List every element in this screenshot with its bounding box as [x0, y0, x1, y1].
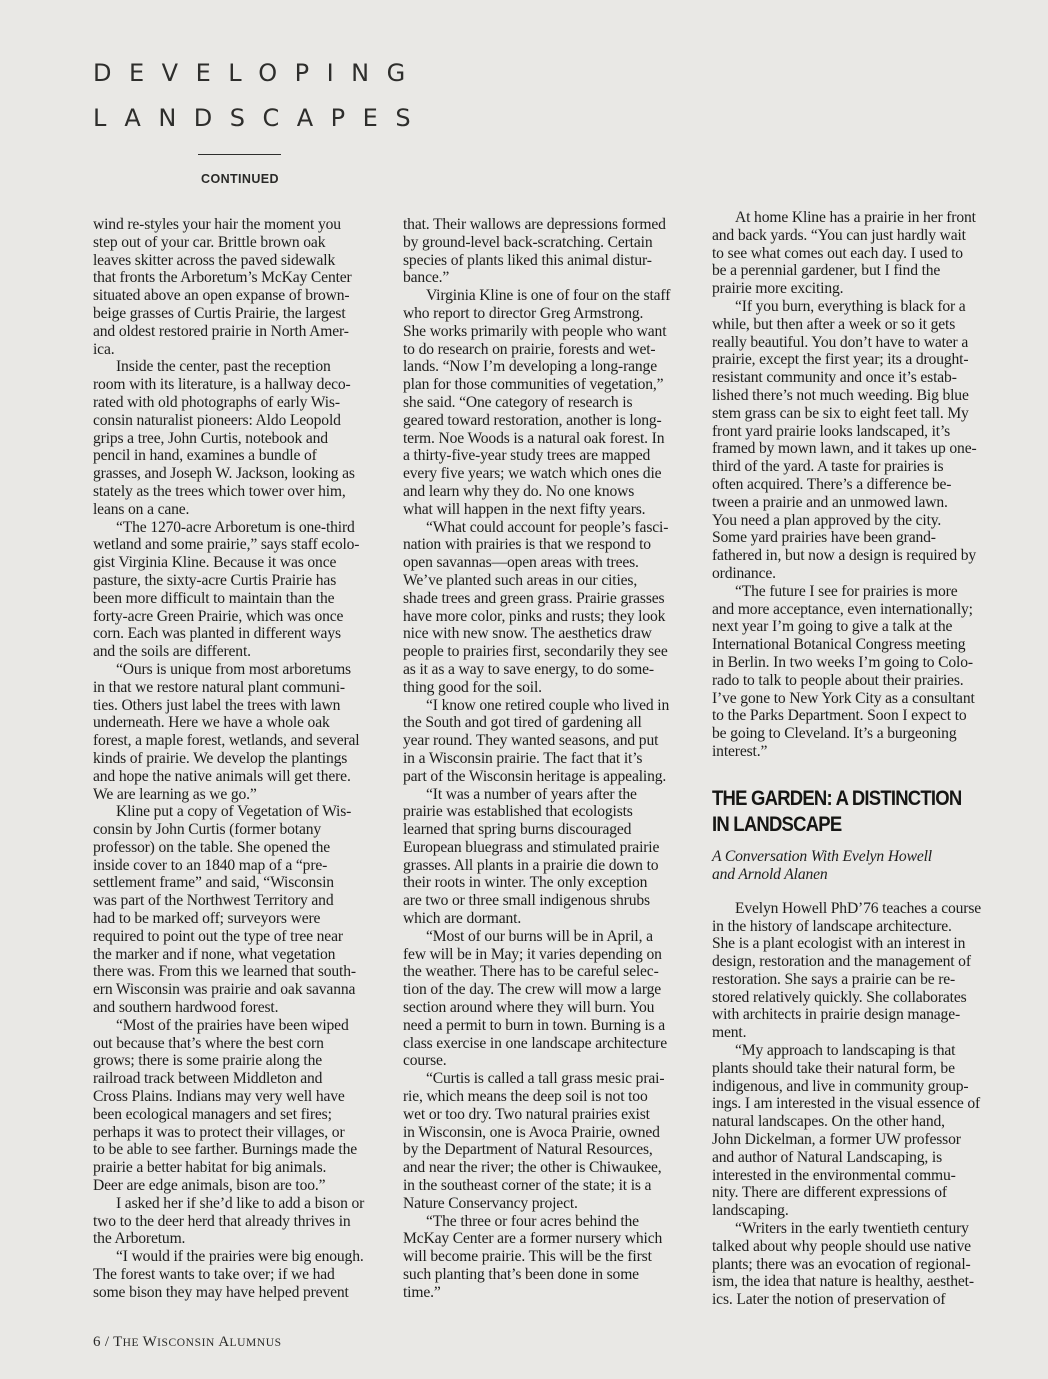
publication-letters: ISCONSIN — [157, 1337, 219, 1349]
article-column-3-top — [712, 209, 1008, 761]
text-line: European bluegrass and stimulated prairie — [403, 838, 660, 856]
text-line: stored relatively quickly. She collaborates — [712, 988, 967, 1006]
text-line: be a perennial gardener, but I find the — [712, 262, 941, 280]
paragraph — [403, 1070, 699, 1212]
text-line: prairie, except the first year; its a drought- — [712, 351, 969, 369]
text-line: stem grass can be six to eight feet tall. My — [712, 404, 969, 422]
text-line: next year I’m going to give a talk at the — [712, 618, 953, 636]
text-line: and the soils are different. — [93, 643, 251, 661]
text-line: been ecological managers and set fires; — [93, 1105, 332, 1123]
text-line: learned that spring burns discouraged — [403, 821, 632, 839]
text-line: restoration. She says a prairie can be re- — [712, 970, 956, 988]
text-line: plan for those communities of vegetation,” — [403, 376, 664, 394]
text-line: and oldest restored prairie in North Amer- — [93, 322, 349, 340]
publication-letter: T — [113, 1334, 123, 1350]
kicker-developing: DEVELOPING — [93, 59, 423, 87]
text-line: are two or three small indigenous shrubs — [403, 892, 650, 910]
text-line: I’ve gone to New York City as a consultant — [712, 689, 975, 707]
text-line: species of plants liked this animal distur- — [403, 251, 652, 269]
text-line: “It was a number of years after the — [426, 785, 637, 803]
text-line: step out of your car. Brittle brown oak — [93, 233, 326, 251]
article-column-3-bottom — [712, 900, 1008, 1309]
text-line: term. Noe Woods is a natural oak forest. In — [403, 429, 665, 447]
text-line: bance.” — [403, 269, 450, 287]
text-line: grows; there is some prairie along the — [93, 1052, 323, 1070]
page-number: 6 / — [93, 1334, 114, 1350]
text-line: The forest wants to take over; if we had — [93, 1266, 335, 1284]
text-line: indigenous, and live in community group- — [712, 1077, 969, 1095]
text-line: front yard prairie looks landscaped, it’s — [712, 422, 951, 440]
text-line: “Most of the prairies have been wiped — [116, 1016, 349, 1034]
paragraph — [712, 900, 1008, 1042]
text-line: You need a plan approved by the city. — [712, 511, 942, 529]
text-line: “The three or four acres behind the — [426, 1212, 639, 1230]
text-line: class exercise in one landscape architecture — [403, 1034, 667, 1052]
article-column-1 — [93, 216, 389, 1302]
text-line: pencil in hand, examines a bundle of — [93, 447, 317, 465]
text-line: consin naturalist pioneers: Aldo Leopold — [93, 411, 341, 429]
text-line: that fronts the Arboretum’s McKay Center — [93, 269, 352, 287]
text-line: have more color, pinks and rusts; they look — [403, 607, 666, 625]
text-line: room with its literature, is a hallway deco- — [93, 376, 351, 394]
text-line: to do research on prairie, forests and wet- — [403, 340, 656, 358]
text-line: and more acceptance, even internationally; — [712, 600, 973, 618]
text-line: their roots in winter. The only exception — [403, 874, 648, 892]
text-line: few will be in May; it varies depending on — [403, 945, 662, 963]
text-line: as it as a way to save energy, to do some- — [403, 660, 654, 678]
text-line: We’ve planted such areas in our cities, — [403, 571, 638, 589]
text-line: She works primarily with people who want — [403, 322, 667, 340]
text-line: underneath. Here we have a whole oak — [93, 714, 330, 732]
continued-label: CONTINUED — [201, 172, 279, 186]
text-line: Cross Plains. Indians may very well have — [93, 1088, 345, 1106]
text-line: the marker and if none, what vegetation — [93, 945, 336, 963]
text-line: grasses, and Joseph W. Jackson, looking as — [93, 465, 355, 483]
text-line: prairie was established that ecologists — [403, 803, 633, 821]
text-line: ties. Others just label the trees with lawn — [93, 696, 341, 714]
text-line: rado to talk to people about their prairies. — [712, 671, 964, 689]
text-line: forest, a maple forest, wetlands, and several — [93, 732, 360, 750]
article-column-2 — [403, 216, 699, 1302]
paragraph — [403, 519, 699, 697]
text-line: by ground-level back-scratching. Certain — [403, 233, 653, 251]
text-line: “My approach to landscaping is that — [735, 1042, 956, 1060]
text-line: she said. “One category of research is — [403, 393, 633, 411]
text-line: interested in the environmental commu- — [712, 1166, 956, 1184]
text-line: and southern hardwood forest. — [93, 999, 279, 1017]
paragraph — [712, 583, 1008, 761]
text-line: been more difficult to maintain than the — [93, 589, 335, 607]
text-line: to the Parks Department. Soon I expect to — [712, 707, 967, 725]
text-line: ern Wisconsin was prairie and oak savanna — [93, 981, 356, 999]
text-line: design, restoration and the management of — [712, 953, 971, 971]
text-line: in a Wisconsin prairie. The fact that it’s — [403, 749, 643, 767]
text-line: Evelyn Howell PhD’76 teaches a course — [735, 899, 982, 917]
paragraph — [93, 216, 389, 358]
text-line: grips a tree, John Curtis, notebook and — [93, 429, 328, 447]
text-line: every five years; we watch which ones die — [403, 465, 662, 483]
text-line: was part of the Northwest Territory and — [93, 892, 334, 910]
text-line: and author of Natural Landscaping, is — [712, 1148, 943, 1166]
text-line: “Curtis is called a tall grass mesic prai- — [426, 1070, 665, 1088]
text-line: settlement frame” and said, “Wisconsin — [93, 874, 334, 892]
paragraph — [712, 1220, 1008, 1309]
section-heading-line: THE GARDEN: A DISTINCTION — [712, 785, 962, 810]
text-line: At home Kline has a prairie in her front — [735, 209, 976, 226]
text-line: often acquired. There’s a difference be- — [712, 475, 952, 493]
text-line: She is a plant ecologist with an interest in — [712, 935, 966, 953]
text-line: really beautiful. You don’t have to water a — [712, 333, 969, 351]
text-line: John Dickelman, a former UW professor — [712, 1131, 961, 1149]
text-line: with architects in prairie design manage- — [712, 1006, 961, 1024]
text-line: had to be marked off; surveyors were — [93, 910, 321, 928]
text-line: who report to director Greg Armstrong. — [403, 304, 644, 322]
text-line: forty-acre Green Prairie, which was once — [93, 607, 344, 625]
paragraph — [93, 803, 389, 1017]
text-line: tween a prairie and an unmowed lawn. — [712, 493, 948, 511]
paragraph — [403, 1213, 699, 1302]
section-heading-line: IN LANDSCAPE — [712, 811, 842, 836]
publication-letter: A — [218, 1334, 230, 1350]
text-line: beige grasses of Curtis Prairie, the largest — [93, 304, 346, 322]
text-line: the South and got tired of gardening all — [403, 714, 642, 732]
text-line: two to the deer herd that already thrives in — [93, 1212, 351, 1230]
article-column-3 — [712, 209, 1008, 1309]
text-line: pasture, the sixty-acre Curtis Prairie has — [93, 571, 337, 589]
text-line: by the Department of Natural Resources, — [403, 1141, 653, 1159]
text-line: grasses. All plants in a prairie die down to — [403, 856, 659, 874]
text-line: some bison they may have helped prevent — [93, 1283, 349, 1301]
text-line: and back yards. “You can just hardly wait — [712, 226, 966, 244]
text-line: “What could account for people’s fasci- — [426, 518, 669, 536]
text-line: in the history of landscape architecture. — [712, 917, 952, 935]
text-line: what will happen in the next fifty years. — [403, 500, 646, 518]
text-line: while, but then after a week or so it gets — [712, 315, 956, 333]
publication-letters: LUMNUS — [229, 1337, 282, 1349]
text-line: prairie more exciting. — [712, 280, 844, 298]
text-line: Nature Conservancy project. — [403, 1194, 578, 1212]
text-line: wind re-styles your hair the moment you — [93, 216, 341, 233]
text-line: open savannas—open areas with trees. — [403, 554, 639, 572]
text-line: in Wisconsin, one is Avoca Prairie, owned — [403, 1123, 660, 1141]
text-line: and hope the native animals will get there. — [93, 767, 351, 785]
section-byline — [712, 848, 1008, 884]
text-line: a thirty-five-year study trees are mapped — [403, 447, 651, 465]
text-line: ica. — [93, 340, 115, 358]
paragraph — [403, 216, 699, 287]
text-line: interest.” — [712, 742, 768, 760]
text-line: “Ours is unique from most arboretums — [116, 660, 351, 678]
text-line: “Most of our burns will be in April, a — [426, 927, 653, 945]
text-line: corn. Each was planted in different ways — [93, 625, 341, 643]
text-line: prairie a better habitat for big animals. — [93, 1159, 327, 1177]
text-line: to be able to see farther. Burnings made the — [93, 1141, 358, 1159]
paragraph — [403, 786, 699, 928]
paragraph — [712, 209, 1008, 298]
paragraph — [403, 928, 699, 1070]
text-line: rated with old photographs of early Wis- — [93, 393, 340, 411]
text-line: McKay Center are a former nursery which — [403, 1230, 663, 1248]
text-line: that. Their wallows are depressions formed — [403, 216, 666, 233]
text-line: leans on a cane. — [93, 500, 190, 518]
text-line: “The future I see for prairies is more — [735, 582, 958, 600]
text-line: and near the river; the other is Chiwaukee, — [403, 1159, 662, 1177]
text-line: “If you burn, everything is black for a — [735, 297, 966, 315]
text-line: in the southeast corner of the state; it is a — [403, 1177, 652, 1195]
text-line: Virginia Kline is one of four on the staff — [426, 287, 671, 305]
text-line: to see what comes out each day. I used to — [712, 244, 963, 262]
text-line: ordinance. — [712, 564, 776, 582]
text-line: Inside the center, past the reception — [116, 358, 331, 376]
text-line: nation with prairies is that we respond to — [403, 536, 651, 554]
text-line: plants should take their natural form, be — [712, 1059, 955, 1077]
text-line: International Botanical Congress meeting — [712, 636, 966, 654]
section-heading — [712, 785, 967, 837]
text-line: gist Virginia Kline. Because it was once — [93, 554, 337, 572]
text-line: Kline put a copy of Vegetation of Wis- — [116, 803, 352, 821]
page-footer — [93, 1334, 282, 1351]
publication-letter: W — [142, 1334, 158, 1350]
text-line: the weather. There has to be careful selec- — [403, 963, 659, 981]
text-line: professor) on the table. She opened the — [93, 838, 331, 856]
publication-letters: HE — [122, 1337, 143, 1349]
paragraph — [93, 519, 389, 661]
text-line: which are dormant. — [403, 910, 522, 928]
text-line: out because that’s where the best corn — [93, 1034, 324, 1052]
text-line: section around where they will burn. You — [403, 999, 655, 1017]
text-line: kinds of prairie. We develop the plantings — [93, 749, 348, 767]
text-line: need a permit to burn in town. Burning is a — [403, 1016, 666, 1034]
paragraph — [93, 358, 389, 518]
text-line: in Berlin. In two weeks I’m going to Colo- — [712, 653, 973, 671]
text-line: ics. Later the notion of preservation of — [712, 1291, 946, 1309]
text-line: Some yard prairies have been grand- — [712, 529, 936, 547]
text-line: required to point out the type of tree near — [93, 927, 343, 945]
text-line: thing good for the soil. — [403, 678, 542, 696]
text-line: and learn why they do. No one knows — [403, 482, 635, 500]
paragraph — [403, 287, 699, 518]
text-line: in that we restore natural plant communi- — [93, 678, 345, 696]
text-line: ings. I am interested in the visual essence of — [712, 1095, 981, 1113]
kicker-landscapes: LANDSCAPES — [93, 104, 429, 132]
text-line: course. — [403, 1052, 447, 1070]
paragraph — [403, 697, 699, 786]
text-line: Deer are edge animals, bison are too.” — [93, 1177, 326, 1195]
text-line: perhaps it was to protect their villages, or — [93, 1123, 345, 1141]
text-line: “The 1270-acre Arboretum is one-third — [116, 518, 355, 536]
text-line: will become prairie. This will be the first — [403, 1248, 652, 1266]
text-line: geared toward restoration, another is long- — [403, 411, 662, 429]
text-line: such planting that’s been done in some — [403, 1266, 639, 1284]
paragraph — [93, 1017, 389, 1195]
text-line: railroad track between Middleton and — [93, 1070, 323, 1088]
text-line: ism, the idea that nature is healthy, aesthet- — [712, 1273, 974, 1291]
paragraph — [712, 1042, 1008, 1220]
text-line: leaves skitter across the paved sidewalk — [93, 251, 336, 269]
text-line: the Arboretum. — [93, 1230, 186, 1248]
text-line: natural landscapes. On the other hand, — [712, 1113, 945, 1131]
text-line: “I know one retired couple who lived in — [426, 696, 670, 714]
text-line: people to prairies first, secondarily they see — [403, 643, 668, 661]
text-line: wetland and some prairie,” says staff ecolo- — [93, 536, 360, 554]
text-line: lands. “Now I’m developing a long-range — [403, 358, 657, 376]
text-line: third of the yard. A taste for prairies is — [712, 458, 944, 476]
paragraph — [93, 661, 389, 803]
text-line: part of the Wisconsin heritage is appealing. — [403, 767, 667, 785]
text-line: fathered in, but now a design is required by — [712, 547, 977, 565]
text-line: lished there’s not much weeding. Big blue — [712, 386, 969, 404]
paragraph — [93, 1195, 389, 1248]
text-line: inside cover to an 1840 map of a “pre- — [93, 856, 328, 874]
text-line: stately as the trees which tower over him, — [93, 482, 346, 500]
text-line: talked about why people should use native — [712, 1237, 971, 1255]
text-line: framed by mown lawn, and it takes up one- — [712, 440, 977, 458]
text-line: nice with new snow. The aesthetics draw — [403, 625, 652, 643]
text-line: be going to Cleveland. It’s a burgeoning — [712, 725, 957, 743]
paragraph — [93, 1248, 389, 1301]
text-line: time.” — [403, 1283, 441, 1301]
byline-line: A Conversation With Evelyn Howell — [712, 847, 932, 865]
paragraph — [712, 298, 1008, 583]
byline-line: and Arnold Alanen — [712, 865, 828, 883]
text-line: rie, which means the deep soil is not too — [403, 1088, 648, 1106]
text-line: situated above an open expanse of brown- — [93, 287, 350, 305]
text-line: tion of the day. The crew will mow a large — [403, 981, 661, 999]
text-line: I asked her if she’d like to add a bison or — [116, 1194, 365, 1212]
text-line: We are learning as we go.” — [93, 785, 257, 803]
text-line: plants; there was an evocation of regional- — [712, 1255, 971, 1273]
text-line: “Writers in the early twentieth century — [735, 1220, 969, 1238]
text-line: “I would if the prairies were big enough. — [116, 1248, 364, 1266]
header-rule — [198, 154, 281, 155]
text-line: wet or too dry. Two natural prairies exist — [403, 1105, 650, 1123]
text-line: there was. From this we learned that south- — [93, 963, 356, 981]
text-line: landscaping. — [712, 1202, 789, 1220]
text-line: ment. — [712, 1024, 747, 1042]
text-line: resistant community and once it’s estab- — [712, 369, 957, 387]
text-line: year round. They wanted seasons, and put — [403, 732, 659, 750]
text-line: consin by John Curtis (former botany — [93, 821, 322, 839]
text-line: nity. There are different expressions of — [712, 1184, 947, 1202]
text-line: shade trees and green grass. Prairie grasses — [403, 589, 665, 607]
